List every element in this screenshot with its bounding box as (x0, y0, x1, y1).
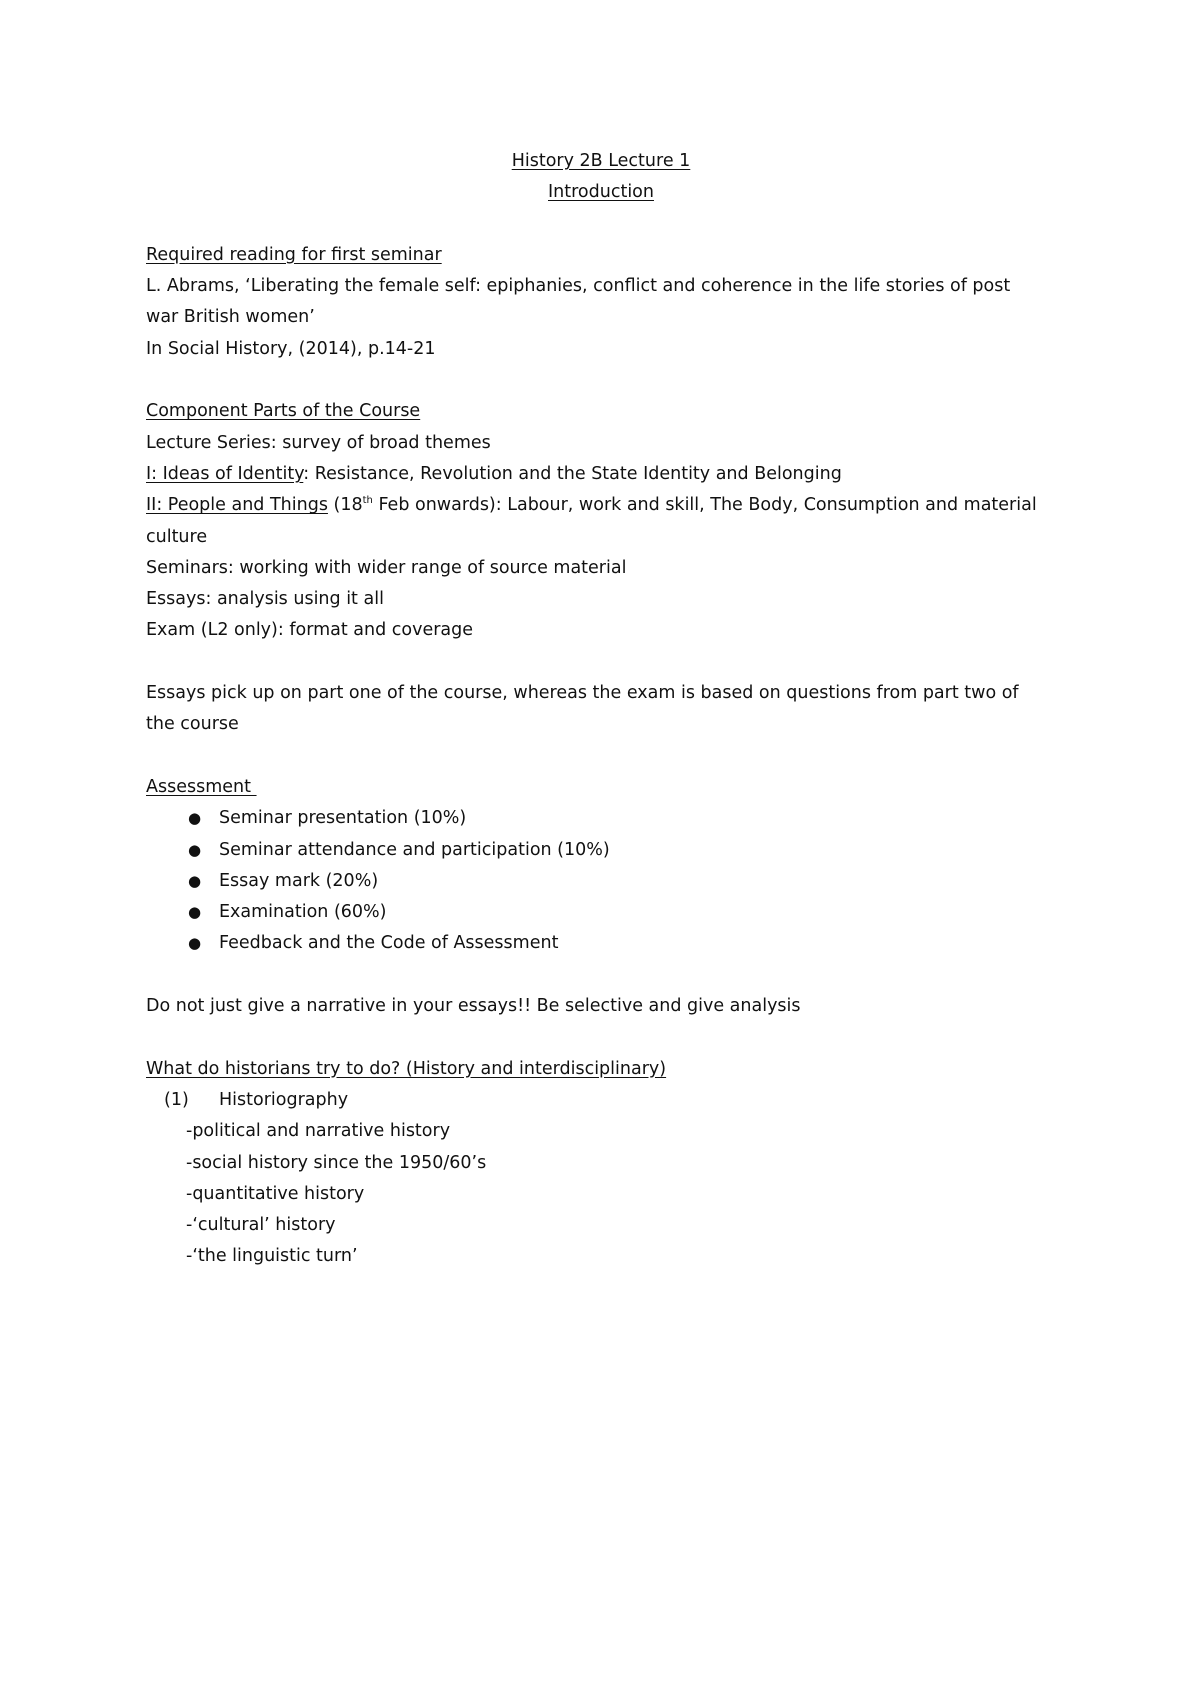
reading-citation-line-3: In Social History, (2014), p.14-21 (146, 338, 436, 359)
part-one-text: : Resistance, Revolution and the State Identity and Belonging (303, 463, 842, 484)
bullet-icon: ● (188, 934, 202, 953)
assessment-heading: Assessment (146, 776, 257, 797)
spacer (146, 209, 1076, 240)
spacer (146, 1022, 1076, 1053)
document-body (146, 146, 1076, 1273)
exam-line: Exam (L2 only): format and coverage (146, 620, 474, 641)
reading-heading: Required reading for first seminar (146, 244, 442, 265)
reading-citation-line-1: L. Abrams, ‘Liberating the female self: epiphanies, conflict and coherence in the life stories of post (146, 276, 1011, 297)
item-title: Historiography (219, 1089, 349, 1110)
list-item-text: Feedback and the Code of Assessment (219, 933, 559, 954)
part-two-pre: (18 (327, 495, 363, 516)
part-two-continuation: culture (146, 526, 208, 547)
historians-heading: What do historians try to do? (History and interdisciplinary) (146, 1058, 667, 1079)
list-item-text: Examination (60%) (219, 902, 387, 923)
sub-item: -political and narrative history (186, 1121, 451, 1142)
list-item (146, 866, 1076, 897)
part-two-label: II: People and Things (146, 495, 328, 516)
bullet-icon: ● (188, 809, 202, 828)
document-subtitle: Introduction (548, 182, 654, 203)
list-item (146, 897, 1076, 928)
bullet-icon: ● (188, 871, 202, 890)
item-number: (1) (164, 1089, 189, 1110)
list-item (146, 835, 1076, 866)
seminars-line: Seminars: working with wider range of source material (146, 557, 627, 578)
reading-citation-line-2: war British women’ (146, 307, 315, 328)
advice-line: Do not just give a narrative in your essays!! Be selective and give analysis (146, 996, 801, 1017)
bullet-icon: ● (188, 840, 202, 859)
essays-note-line-1: Essays pick up on part one of the course, whereas the exam is based on questions from part two of (146, 683, 1019, 704)
list-item-text: Seminar attendance and participation (10%) (219, 839, 610, 860)
part-one-label: I: Ideas of Identity (146, 463, 304, 484)
essays-line: Essays: analysis using it all (146, 589, 384, 610)
spacer (146, 741, 1076, 772)
components-heading: Component Parts of the Course (146, 401, 421, 422)
numbered-item (146, 1085, 1076, 1116)
essays-note-line-2: the course (146, 714, 239, 735)
spacer (146, 960, 1076, 991)
part-two-superscript: th (362, 495, 373, 507)
part-one-line (146, 459, 1076, 490)
spacer (146, 647, 1076, 678)
part-two-line (146, 490, 1076, 521)
list-item-text: Seminar presentation (10%) (219, 808, 467, 829)
bullet-icon: ● (188, 903, 202, 922)
part-two-post: Feb onwards): Labour, work and skill, The Body, Consumption and material (372, 495, 1037, 516)
sub-item: -‘the linguistic turn’ (186, 1246, 358, 1267)
document-title: History 2B Lecture 1 (511, 151, 691, 171)
list-item (146, 803, 1076, 834)
list-item (146, 928, 1076, 959)
sub-item: -‘cultural’ history (186, 1215, 336, 1236)
list-item-text: Essay mark (20%) (219, 870, 379, 891)
sub-item: -social history since the 1950/60’s (186, 1152, 487, 1173)
lecture-series-line: Lecture Series: survey of broad themes (146, 432, 491, 453)
sub-item: -quantitative history (186, 1183, 365, 1204)
spacer (146, 365, 1076, 396)
assessment-list (146, 803, 1076, 959)
